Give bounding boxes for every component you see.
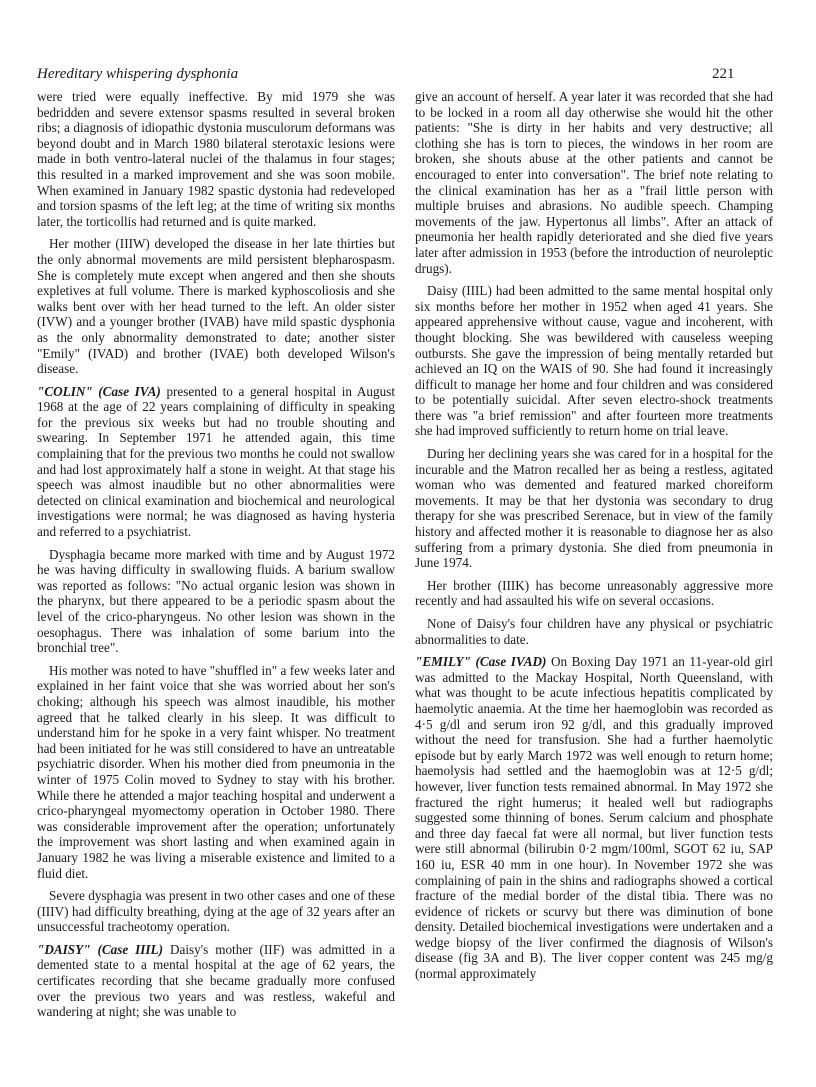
case-heading: "COLIN" (Case IVA) <box>37 383 161 399</box>
paragraph: Her brother (IIIK) has become unreasonably aggressive more recently and had assaulted his wife on several occasions. <box>415 577 773 609</box>
page-number: 221 <box>712 66 735 82</box>
paragraph: Her mother (IIIW) developed the disease in her late thirties but the only abnormal movements are mild persistent blepharospasm. She is completely mute except when angered and then she shouts expletives at full volume. There is marked kyphoscoliosis and she walks bent over with her head turned to the left. An older sister (IVW) and a younger brother (IVAB) have mild spastic dysphonia as the only abnormality demonstrated to date; another sister "Emily" (IVAD) and brother (IVAE) both developed Wilson's disease. <box>37 236 395 377</box>
right-column <box>415 89 773 989</box>
left-column <box>37 89 395 1027</box>
paragraph: His mother was noted to have "shuffled in" a few weeks later and explained in her faint voice that she was worried about her son's choking; although his speech was almost inaudible, his mother agreed that he talked clearly in his sleep. It was difficult to understand him for he spoke in a very faint whisper. No treatment had been initiated for he was still considered to have an untreatable psychiatric disorder. When his mother died from pneumonia in the winter of 1975 Colin moved to Sydney to stay with his brother. While there he attended a major teaching hospital and underwent a crico-pharyngeal myomectomy operation in October 1980. There was considerable improvement after the operation; unfortunately the improvement was short lasting and when examined again in January 1982 he was living a miserable existence and limited to a fluid diet. <box>37 662 395 881</box>
running-head: Hereditary whispering dysphonia <box>37 66 239 82</box>
paragraph: Dysphagia became more marked with time and by August 1972 he was having difficulty in swallowing fluids. A barium swallow was reported as follows: "No actual organic lesion was shown in the pharynx, but there appeared to be a periodic spasm about the level of the crico-pharyngeus. No other lesion was shown in the oesophagus. There was inhalation of some barium into the bronchial tree". <box>37 546 395 656</box>
paragraph-case-daisy: "DAISY" (Case IIIL) Daisy's mother (IIF) was admitted in a demented state to a mental hospital at the age of 62 years, the certificates recording that she became gradually more confused over the previous two years and was restless, wakeful and wandering at night; she was unable to <box>37 941 396 1020</box>
paragraph: None of Daisy's four children have any physical or psychiatric abnormalities to date. <box>415 616 773 647</box>
case-heading: "DAISY" (Case IIIL) <box>37 941 164 957</box>
case-heading: "EMILY" (Case IVAD) <box>415 654 547 670</box>
paragraph: Severe dysphagia was present in two other cases and one of these (IIIV) had difficulty breathing, dying at the age of 32 years after an unsuccessful tracheotomy operation. <box>37 888 395 935</box>
paragraph: were tried were equally ineffective. By mid 1979 she was bedridden and severe extensor spasms resulted in several broken ribs; a diagnosis of idiopathic dystonia musculorum deformans was beyond doubt and in March 1980 bilateral sterotaxic lesions were made in both ventro-lateral nuclei of the thalamus in four stages; this resulted in a marked improvement and she was soon mobile. When examined in January 1982 spastic dystonia had redeveloped and torsion spasms of the left leg; at the time of writing six months later, the torticollis had returned and is quite marked. <box>37 89 395 229</box>
paragraph: Daisy (IIIL) had been admitted to the same mental hospital only six months before her mother in 1952 when aged 41 years. She appeared apprehensive without cause, vague and incoherent, with thought blocking. She was bewildered with causeless weeping outbursts. She gave the impression of being mentally retarded but achieved an IQ on the WAIS of 90. She had found it increasingly difficult to manage her home and four children and was considered to be potentially suicidal. After seven electro-shock treatments there was "a brief remission" and after fourteen more treatments she had improved sufficiently to return home on trial leave. <box>415 283 773 439</box>
paragraph: During her declining years she was cared for in a hospital for the incurable and the Matron recalled her as being a restless, agitated woman who was demented and featured marked choreiform movements. It may be that her dystonia was secondary to drug therapy for she was prescribed Serenace, but in view of the family history and affected mother it is reasonable to diagnose her as also suffering from a primary dystonia. She died from pneumonia in June 1974. <box>415 446 773 571</box>
paragraph-case-emily: "EMILY" (Case IVAD) On Boxing Day 1971 an 11-year-old girl was admitted to the Mackay Hospital, North Queensland, with what was thought to be acute infectious hepatitis complicated by haemolytic anaemia. At the time her haemoglobin was recorded as 4·5 g/dl and serum iron 92 g/dl, and this gradually improved without the need for transfusion. She had a further haemolytic episode but by early March 1972 was well enough to return home; haemolysis had settled and the haemoglobin was at 12·5 g/dl; however, liver function tests remained abnormal. In May 1972 she fractured the right humerus; it healed well but radiographs suggested some thinning of bones. Serum calcium and phosphate and three day faecal fat were all normal, but liver function tests were still abnormal (bilirubin 0·2 mgm/100ml, SGOT 62 iu, SAP 160 iu, ESR 40 mm in one hour). In November 1972 she was complaining of pain in the shins and radiographs showed a cortical fracture of the medial border of the distal tibia. There was no evidence of rickets or scurvy but there was diminution of bone density. Detailed biochemical investigations were undertaken and a wedge biopsy of the liver confirmed the diagnosis of Wilson's disease (fig 3A and B). The liver copper content was 245 mg/g (normal approximately <box>415 654 773 982</box>
paragraph-case-colin: "COLIN" (Case IVA) presented to a general hospital in August 1968 at the age of 22 years complaining of difficulty in speaking for the previous six weeks but had no trouble shouting and swearing. In September 1971 he attended again, this time complaining that for the previous two months he could not swallow and had lost approximately half a stone in weight. At that stage his speech was almost inaudible but no other abnormalities were detected on clinical examination and biochemical and neurological investigations were normal; he was diagnosed as having hysteria and referred to a psychiatrist. <box>37 383 395 540</box>
paragraph: give an account of herself. A year later it was recorded that she had to be locked in a room all day otherwise she would hit the other patients: "She is dirty in her habits and very destructive; all clothing she has is torn to pieces, the windows in her room are broken, she shouts abuse at the other patients and cannot be encouraged to enter into conversation". The brief note relating to the clinical examination has her as a "frail little person with multiple bruises and abrasions. No audible speech. Champing movements of the jaw. Hypertonus all limbs". After an attack of pneumonia her health rapidly deteriorated and she died five years later after admission in 1953 (before the introduction of neuroleptic drugs). <box>415 89 773 276</box>
